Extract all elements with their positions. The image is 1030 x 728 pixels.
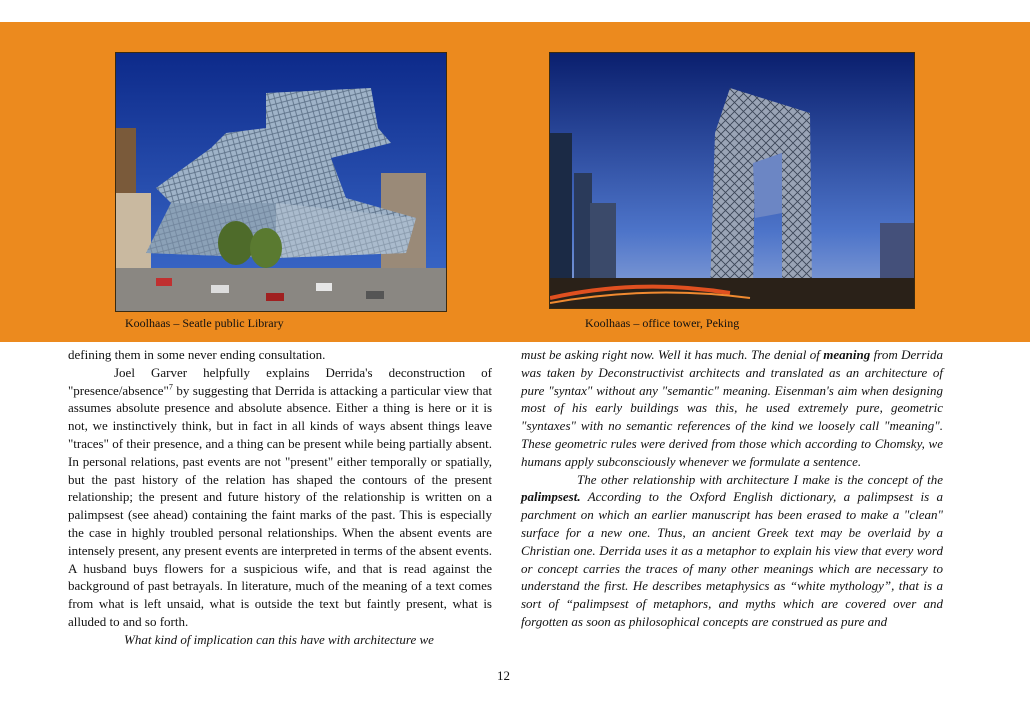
left-paragraph-2-text-a: Joel Garver helpfully explains Derrida's deconstruction of "presence/absence" <box>68 364 492 398</box>
footnote-ref-7: 7 <box>168 382 173 392</box>
right-paragraph-2-text-b: According to the Oxford English dictionary, a palimpsest is a parchment on which an earlier manuscript has been erased to make a "clean" surface for a new one. Thus, an ancient Greek text may be overlaid by a Christian one. Derrida uses it as a metaphor to explain his view that every word or concept carries the traces of many other meanings which are necessary to understand the first. He describes metaphysics as “white mythology”, that is a sort of “palimpsest of metaphors, and myths which are covered over and forgotten as soon as philosophical concepts are construed as pure and <box>521 489 943 629</box>
left-text-column <box>68 346 492 649</box>
right-paragraph-1-text-b: from Derrida was taken by Deconstructivist architects and translated as an architecture of pure "syntax" without any "semantic" meaning. Eisenman's aim when designing most of his early buildings was this, he used extremely pure, geometric "syntaxes" with no semantic references of the kind we loosely call "meaning". These geometric rules were derived from those which according to Chomsky, we humans apply subconsciously whenever we formulate a sentence. <box>521 347 944 469</box>
peking-photo-caption: Koolhaas – office tower, Peking <box>585 316 740 330</box>
right-paragraph-2-text-a: The other relationship with architecture I make is the concept of the <box>577 471 943 487</box>
peking-tower-photo <box>549 52 915 309</box>
right-text-column <box>521 346 943 631</box>
meaning-bold-term: meaning <box>823 347 871 362</box>
palimpsest-bold-term: palimpsest. <box>521 489 581 505</box>
left-paragraph-1: defining them in some never ending consultation. <box>68 347 326 362</box>
page-number: 12 <box>497 668 510 683</box>
right-paragraph-1 <box>521 346 943 471</box>
seattle-photo-caption: Koolhaas – Seatle public Library <box>125 316 284 330</box>
seattle-library-photo <box>115 52 447 312</box>
right-paragraph-1-text-a: must be asking right now. Well it has much. The denial of <box>521 347 824 362</box>
right-paragraph-2 <box>521 471 943 631</box>
left-paragraph-2 <box>68 364 492 631</box>
left-paragraph-2-text-b: by suggesting that Derrida is attacking a particular view that assumes absolute presence and absolute absence. Either a thing is here or it is not, we instinctively think, but in fact in all kinds of ways absent things leave "traces" of their presence, and a thing can be present while being partially absent. In personal relations, past events are not "present" either temporally or spatially, but the past history of the relation has shaped the contours of the present relationship; the present and future history of the relationship is written on a palimpsest (see ahead) containing the faint marks of the past. This is especially the case in highly troubled personal relationships. When the absent events are intensely present, any present events are interpreted in terms of the absent events. A husband buys flowers for a suspicious wife, and that is read against the background of past betrayals. In literature, much of the meaning of a text comes from what is left unsaid, what is outside the text but faintly present, what is alluded to and so forth. <box>68 382 492 629</box>
left-paragraph-3: What kind of implication can this have with architecture we <box>124 631 434 647</box>
